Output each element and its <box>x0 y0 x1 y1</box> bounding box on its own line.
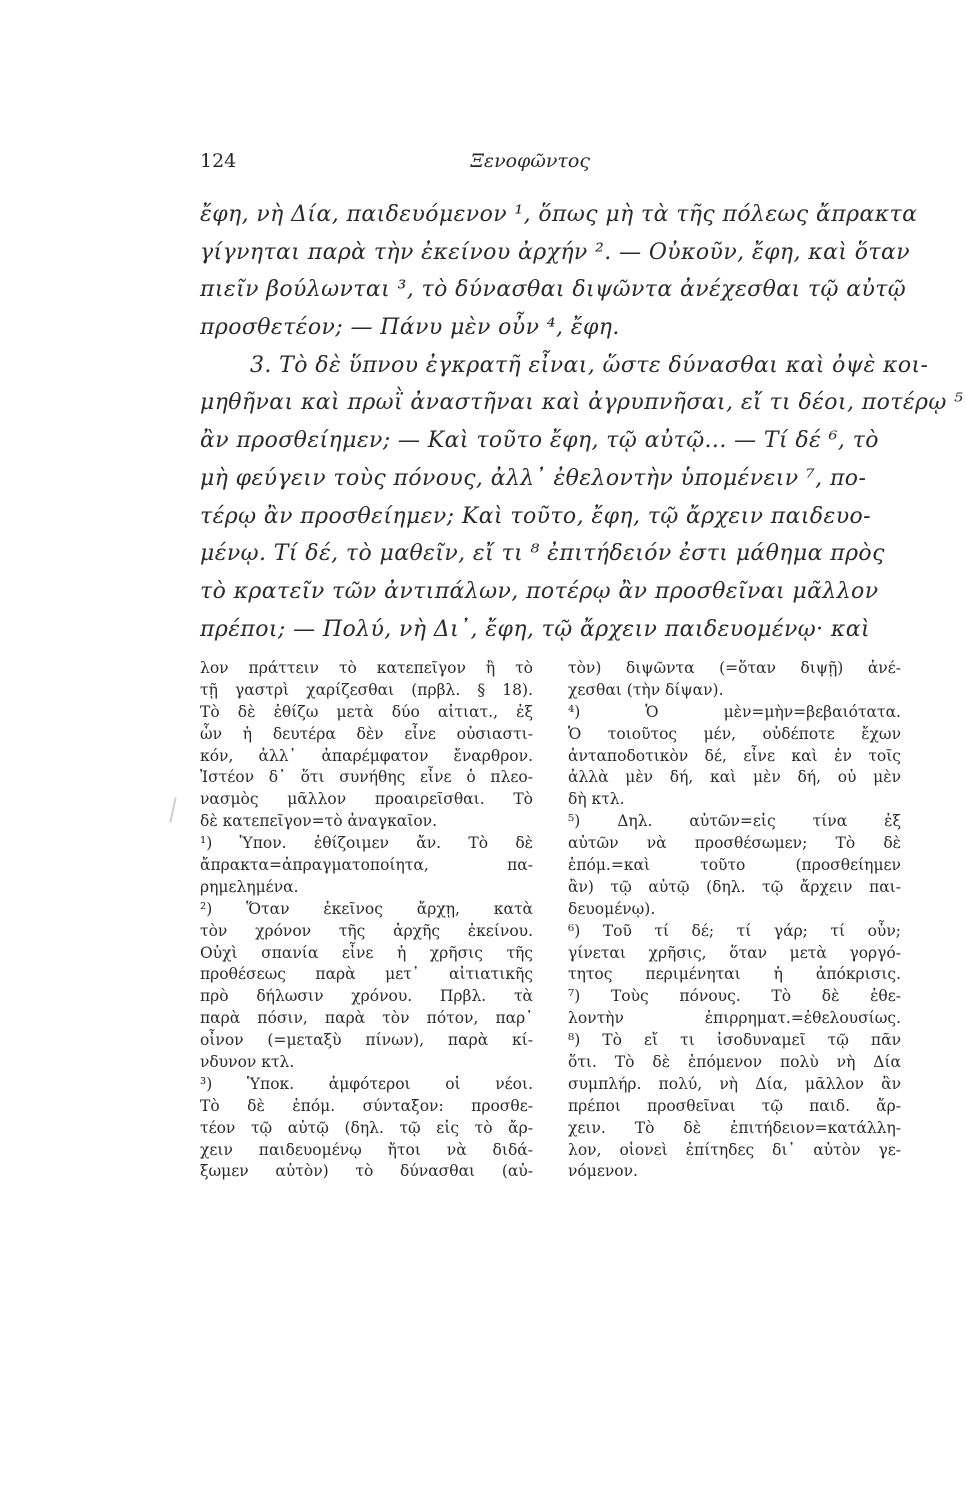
note-line: ⁴) Ὁ μὲν=μὴν=βεβαιότατα. <box>568 702 901 721</box>
main-line: μένῳ. Τί δέ, τὸ μαθεῖν, εἴ τι ⁸ ἐπιτήδειόν ἐστι μάθημα πρὸς <box>200 541 885 567</box>
note-line: χειν. Τὸ δὲ ἐπιτήδειον=κατάλλη- <box>568 1118 901 1137</box>
note-line: ἄπρακτα=ἀπραγματοποίητα, πα- <box>200 856 533 875</box>
note-line: ³) Ὑποκ. ἀμφότεροι οἱ νέοι. <box>200 1074 533 1093</box>
note-line: τὸν χρόνον τῆς ἀρχῆς ἐκείνου. <box>200 921 533 940</box>
note-line: παρὰ πόσιν, παρὰ τὸν πότον, παρ᾽ <box>200 1009 533 1028</box>
main-line: πρέποι; — Πολύ, νὴ Δι᾽, ἔφη, τῷ ἄρχειν παιδευομένῳ· καὶ <box>200 616 871 642</box>
note-line: Ἰστέον δ᾽ ὅτι συνήθης εἶνε ὁ πλεο- <box>200 768 533 787</box>
note-line: ⁵) Δηλ. αὐτῶν=εἰς τίνα ἐξ <box>568 812 901 831</box>
note-line: δευομένῳ). <box>568 899 656 918</box>
margin-mark <box>169 797 176 823</box>
note-line: ⁶) Τοῦ τί δέ; τί γάρ; τί οὖν; <box>568 921 901 940</box>
note-line: τῇ γαστρὶ χαρίζεσθαι (πρβλ. § 18). <box>200 680 533 699</box>
note-line: νασμὸς μᾶλλον προαιρεῖσθαι. Τὸ <box>200 790 533 809</box>
note-line: ξωμεν αὐτὸν) τὸ δύνασθαι (αὐ- <box>200 1162 533 1181</box>
note-line: πρέποι προσθεῖναι τῷ παιδ. ἄρ- <box>568 1096 901 1115</box>
note-line: χεσθαι (τὴν δίψαν). <box>568 680 724 699</box>
note-line: Οὐχὶ σπανία εἶνε ἡ χρῆσις τῆς <box>200 943 533 962</box>
note-line: ρημελημένα. <box>200 877 299 896</box>
note-line: οἶνον (=μεταξὺ πίνων), παρὰ κί- <box>200 1031 533 1050</box>
main-line: πιεῖν βούλωνται ³, τὸ δύνασθαι διψῶντα ἀνέχεσθαι τῷ αὐτῷ <box>200 277 907 303</box>
note-line: νόμενον. <box>568 1162 638 1181</box>
note-line: ⁸) Τὸ εἴ τι ἰσοδυναμεῖ τῷ πᾶν <box>568 1031 901 1050</box>
running-title: Ξενοφῶντος <box>470 150 590 172</box>
note-line: ὧν ἡ δευτέρα δὲν εἶνε οὐσιαστι- <box>200 724 533 743</box>
main-line: μηθῆναι καὶ πρωῒ ἀναστῆναι καὶ ἀγρυπνῆσαι, εἴ τι δέοι, ποτέρῳ ⁵ <box>200 390 964 416</box>
main-line: ἂν προσθείημεν; — Καὶ τοῦτο ἔφη, τῷ αὐτῷ... — Τί δέ ⁶, τὸ <box>200 428 879 454</box>
main-line: τέρῳ ἂν προσθείημεν; Καὶ τοῦτο, ἔφη, τῷ ἄρχειν παιδευο- <box>200 503 872 529</box>
page-number: 124 <box>200 150 237 172</box>
note-line: Ὁ τοιοῦτος μέν, οὐδέποτε ἔχων <box>568 724 901 743</box>
note-line: λον, οἱονεὶ ἐπίτηδες δι᾽ αὐτὸν γε- <box>568 1140 901 1159</box>
main-line: τὸ κρατεῖν τῶν ἀντιπάλων, ποτέρῳ ἂν προσθεῖναι μᾶλλον <box>200 578 879 604</box>
note-line: ἀλλὰ μὲν δή, καὶ μὲν δή, οὐ μὲν <box>568 768 901 787</box>
note-line: ⁷) Τοὺς πόνους. Τὸ δὲ ἐθε- <box>568 987 901 1006</box>
note-line: τητος περιμένηται ἡ ἀπόκρισις. <box>568 965 901 984</box>
main-line: προσθετέον; — Πάνυ μὲν οὖν ⁴, ἔφη. <box>200 315 620 341</box>
main-line: μὴ φεύγειν τοὺς πόνους, ἀλλ᾽ ἐθελοντὴν ὑπομένειν ⁷, πο- <box>200 465 867 491</box>
note-line: ἑπόμ.=καὶ τοῦτο (προσθείημεν <box>568 856 901 875</box>
note-line: λον πράττειν τὸ κατεπεῖγον ἢ τὸ <box>200 659 533 677</box>
footnotes-right-column <box>568 658 901 1183</box>
note-line: αὐτῶν νὰ προσθέσωμεν; Τὸ δὲ <box>568 834 901 853</box>
note-line: Τὸ δὲ ἐθίζω μετὰ δύο αἰτιατ., ἐξ <box>200 702 533 721</box>
main-line: γίγνηται παρὰ τὴν ἐκείνου ἀρχήν ². — Οὐκοῦν, ἔφη, καὶ ὅταν <box>200 239 911 265</box>
note-line: συμπλήρ. πολύ, νὴ Δία, μᾶλλον ἂν <box>568 1074 901 1093</box>
page-header <box>200 150 730 180</box>
note-line: πρὸ δήλωσιν χρόνου. Πρβλ. τὰ <box>200 987 533 1006</box>
note-line: ²) Ὅταν ἐκεῖνος ἄρχῃ, κατὰ <box>200 899 533 918</box>
note-line: κόν, ἀλλ᾽ ἀπαρέμφατον ἔναρθρον. <box>200 746 533 765</box>
footnotes-left-column <box>200 658 533 1183</box>
note-line: δὲ κατεπεῖγον=τὸ ἀναγκαῖον. <box>200 812 438 831</box>
note-line: Τὸ δὲ ἑπόμ. σύνταξον: προσθε- <box>200 1096 533 1115</box>
note-line: νδυνον κτλ. <box>200 1053 295 1072</box>
note-line: ἂν) τῷ αὐτῷ (δηλ. τῷ ἄρχειν παι- <box>568 877 901 896</box>
note-line: τέον τῷ αὐτῷ (δηλ. τῷ εἰς τὸ ἄρ- <box>200 1118 533 1137</box>
note-line: ¹) Ὑπον. ἐθίζοιμεν ἄν. Τὸ δὲ <box>200 834 533 853</box>
note-line: γίνεται χρῆσις, ὅταν μετὰ γοργό- <box>568 943 901 962</box>
note-line: χειν παιδευομένῳ ἤτοι νὰ διδά- <box>200 1140 533 1159</box>
main-text <box>200 196 964 648</box>
note-line: λοντὴν ἐπιρρηματ.=ἐθελουσίως. <box>568 1009 901 1028</box>
note-line: ὅτι. Τὸ δὲ ἑπόμενον πολὺ νὴ Δία <box>568 1053 901 1072</box>
note-line: τὸν) διψῶντα (=ὅταν διψῇ) ἀνέ- <box>568 659 901 677</box>
main-line: ἔφη, νὴ Δία, παιδευόμενον ¹, ὅπως μὴ τὰ τῆς πόλεως ἄπρακτα <box>200 202 918 227</box>
note-line: προθέσεως παρὰ μετ᾽ αἰτιατικῆς <box>200 965 533 984</box>
note-line: δὴ κτλ. <box>568 790 625 809</box>
main-line: 3. Τὸ δὲ ὕπνου ἐγκρατῆ εἶναι, ὥστε δύνασθαι καὶ ὀψὲ κοι- <box>250 352 929 378</box>
note-line: ἀνταποδοτικὸν δέ, εἶνε καὶ ἐν τοῖς <box>568 746 901 765</box>
